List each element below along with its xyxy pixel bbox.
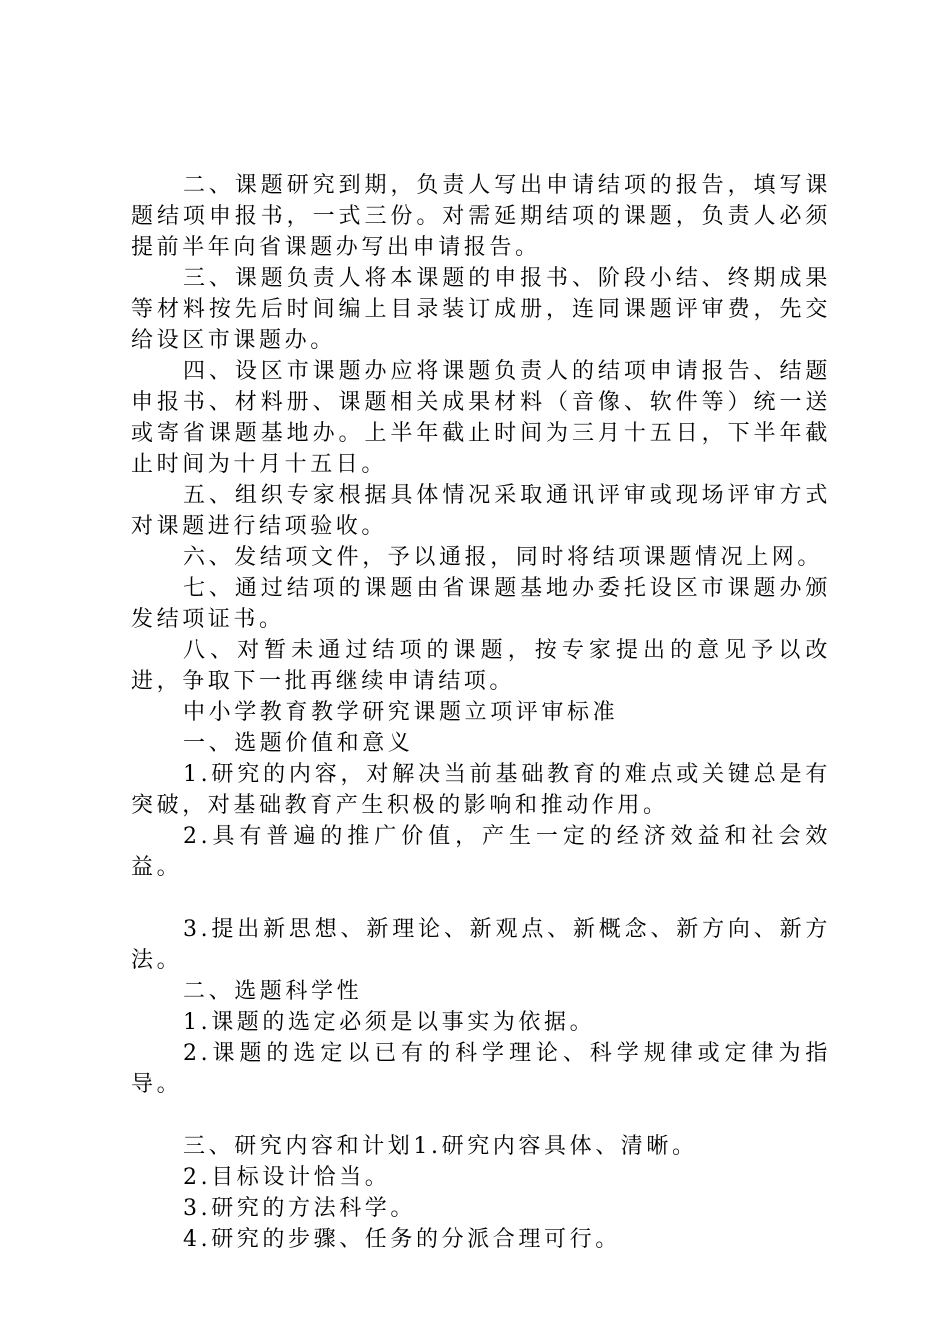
- paragraph: 八、对暂未通过结项的课题，按专家提出的意见予以改进，争取下一批再继续申请结项。: [131, 638, 831, 694]
- document-body: [131, 170, 831, 1255]
- paragraph: 1.课题的选定必须是以事实为依据。: [183, 1010, 596, 1035]
- section-heading: 一、选题价值和意义: [183, 731, 414, 756]
- paragraph: 五、组织专家根据具体情况采取通讯评审或现场评审方式对课题进行结项验收。: [131, 483, 831, 539]
- paragraph: 3.提出新思想、新理论、新观点、新概念、新方向、新方法。: [131, 917, 831, 973]
- section-heading: 二、选题科学性: [183, 979, 363, 1004]
- paragraph: 二、课题研究到期，负责人写出申请结项的报告，填写课题结项申报书，一式三份。对需延期结项的课题，负责人必须提前半年向省课题办写出申请报告。: [131, 173, 831, 260]
- paragraph: 七、通过结项的课题由省课题基地办委托设区市课题办颁发结项证书。: [131, 576, 831, 632]
- paragraph: 3.研究的方法科学。: [183, 1196, 416, 1221]
- blank-line: [131, 883, 831, 914]
- paragraph: 2.目标设计恰当。: [183, 1165, 391, 1190]
- paragraph: 2.具有普遍的推广价值，产生一定的经济效益和社会效益。: [131, 824, 831, 880]
- paragraph: 三、课题负责人将本课题的申报书、阶段小结、终期成果等材料按先后时间编上目录装订成册，连同课题评审费，先交给设区市课题办。: [131, 266, 831, 353]
- paragraph: 2.课题的选定以已有的科学理论、科学规律或定律为指导。: [131, 1041, 831, 1097]
- paragraph: 4.研究的步骤、任务的分派合理可行。: [183, 1227, 621, 1252]
- section-heading: 三、研究内容和计划1.研究内容具体、清晰。: [183, 1134, 698, 1159]
- paragraph: 四、设区市课题办应将课题负责人的结项申请报告、结题申报书、材料册、课题相关成果材料（音像、软件等）统一送或寄省课题基地办。上半年截止时间为三月十五日，下半年截止时间为十月十五日。: [131, 359, 831, 477]
- paragraph: 六、发结项文件，予以通报，同时将结项课题情况上网。: [183, 545, 824, 570]
- paragraph: 1.研究的内容，对解决当前基础教育的难点或关键总是有突破，对基础教育产生积极的影响和推动作用。: [131, 762, 831, 818]
- blank-line: [131, 1100, 831, 1131]
- section-title: 中小学教育教学研究课题立项评审标准: [183, 700, 619, 725]
